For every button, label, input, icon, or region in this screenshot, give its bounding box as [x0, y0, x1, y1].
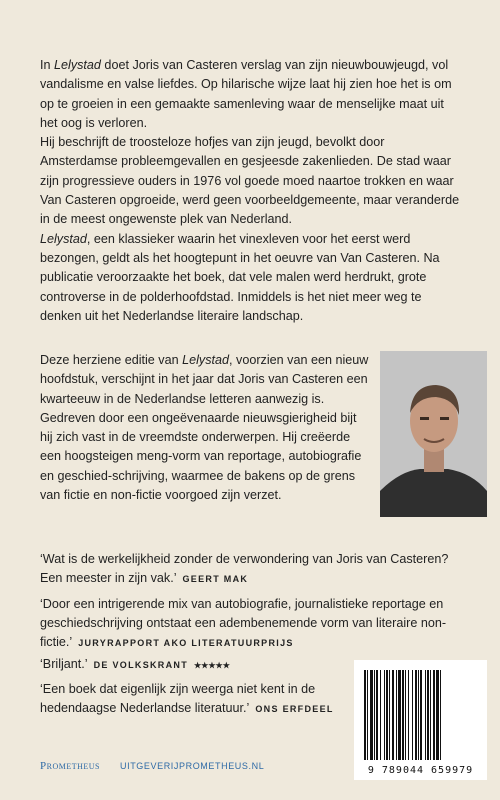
publisher-logo: Prometheus — [40, 760, 101, 772]
rating-stars: ★★★★★ — [194, 661, 230, 670]
review-quote-3: ‘Briljant.’ DE VOLKSKRANT ★★★★★ — [40, 657, 230, 671]
edition-paragraph: Deze herziene editie van Lelystad, voorzien van een nieuw hoofdstuk, verschijnt in het jaar dat Joris van Casteren een kwarteeuw in de Nederlandse letteren aanwezig is. Gedreven door een ongeëvenaarde nieuwsgierigheid bijt hij zich vast in de vreemdste onderwerpen. Hij creëerde een hoogsteigen meng-vorm van reportage, autobiografie en geschied-schrijving, waarmee de bakens op de grens van fictie en non-fictie voorgoed zijn verzet. — [40, 353, 369, 503]
barcode-bars — [354, 660, 487, 780]
intro-text — [40, 56, 460, 326]
review-quote-1: ‘Wat is de werkelijkheid zonder de verwondering van Joris van Casteren? Een meester in zijn vak.’ GEERT MAK — [40, 552, 449, 585]
isbn-barcode — [354, 660, 487, 780]
intro-paragraph-1: In Lelystad doet Joris van Casteren verslag van zijn nieuwbouwjeugd, vol vandalisme en valse liefdes. Op hilarische wijze laat hij zien hoe het is om op te groeien in een gemaakte samenleving waar de menselijke maat uit het oog is verloren. — [40, 58, 452, 130]
publisher-url[interactable]: UITGEVERIJPROMETHEUS.NL — [120, 761, 265, 771]
review-quote-4: ‘Een boek dat eigenlijk zijn weerga niet kent in de hedendaagse Nederlandse literatuur.’ ONS ERFDEEL — [40, 682, 334, 715]
author-photo — [380, 351, 487, 517]
isbn-digits: 9 789044 659979 — [367, 765, 474, 776]
intro-paragraph-3: Lelystad, een klassieker waarin het vinexleven voor het eerst werd bezongen, geldt als het hoogtepunt in het oeuvre van Van Casteren. Na publicatie veroorzaakte het boek, dat vele malen werd herdrukt, grote controverse in de polderhoofdstad. Inmiddels is het niet meer weg te denken uit het Nederlandse literaire landschap. — [40, 231, 440, 323]
edition-text — [40, 351, 372, 505]
intro-paragraph-2: Hij beschrijft de troosteloze hofjes van zijn jeugd, bevolkt door Amsterdamse probleemgevallen en gesjeesde zakenlieden. De stad waar zijn progressieve ouders in 1976 vol goede moed naartoe trokken en waar Van Casteren opgroeide, werd geen voorbeeldgemeente, maar veranderde in de meest ongewenste plek van Nederland. — [40, 135, 460, 227]
review-quote-2: ‘Door een intrigerende mix van autobiografie, journalistieke reportage en geschiedschrijving ontstaat een adembenemende vorm van literaire non-fictie.’ JURYRAPPORT AKO LITERATUURPRIJS — [40, 597, 447, 649]
